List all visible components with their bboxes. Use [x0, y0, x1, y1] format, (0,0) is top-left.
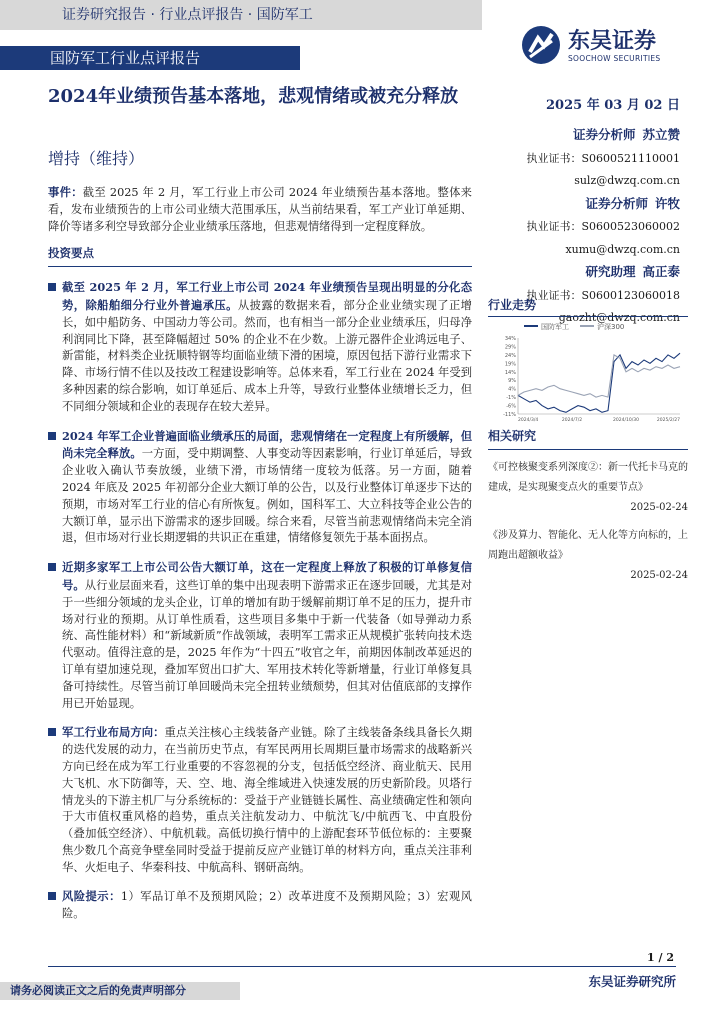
report-category: 国防军工行业点评报告 [0, 46, 300, 70]
key-point [48, 279, 472, 415]
y-tick-label: -1% [506, 395, 516, 402]
soochow-logo-icon [520, 24, 562, 66]
x-tick-label: 2025/2/27 [656, 418, 680, 423]
related-title[interactable]: 《可控核聚变系列深度②：新一代托卡马克的建成，是实现聚变点火的重要节点》 [488, 462, 688, 493]
related-date: 2025-02-24 [630, 502, 688, 513]
legend-label: 沪深300 [597, 323, 625, 331]
key-point [48, 428, 472, 548]
chart-legend [524, 322, 624, 331]
y-tick-label: 24% [504, 352, 516, 359]
analyst-role: 研究助理 [585, 264, 636, 279]
key-point [48, 724, 472, 876]
point-heading: 近期多家军工上市公司公告大额订单，这在一定程度上释放了积极的订单修复信号。 [62, 560, 472, 592]
report-title: 2024年业绩预告基本落地，悲观情绪或被充分释放 [48, 86, 459, 107]
analyst-role: 证券分析师 [572, 127, 636, 142]
y-tick-label: -6% [506, 403, 516, 410]
point-text: 1）军品订单不及预期风险；2）改革进度不及预期风险；3）宏观风险。 [62, 890, 472, 921]
trend-chart-svg [488, 316, 688, 426]
point-heading: 军工行业布局方向： [62, 725, 165, 740]
y-tick-label: 29% [504, 344, 516, 351]
header-band [0, 0, 482, 70]
analyst-1 [470, 124, 680, 193]
analyst-cert: 执业证书：S0600521110001 [526, 151, 680, 165]
point-heading: 2024 年军工企业普遍面临业绩承压的局面，悲观情绪在一定程度上有所缓解，但尚未完全释放。 [62, 428, 472, 461]
logo-name: 东吴证券 [568, 29, 657, 54]
series-line [518, 353, 680, 412]
main-body [48, 184, 472, 923]
bullet-square-icon [48, 432, 56, 440]
section-title: 投资要点 [48, 245, 472, 267]
trend-heading: 行业走势 [488, 296, 688, 317]
bullet-square-icon [48, 563, 56, 571]
footer-firm: 东吴证券研究所 [588, 974, 676, 989]
y-tick-label: 9% [508, 378, 516, 385]
y-tick-label: 14% [504, 369, 516, 376]
event-label: 事件： [48, 185, 83, 199]
point-text: 从披露的数据来看，部分企业业绩实现了正增长，如中船防务、中国动力等公司。然而，也有相当一部分企业业绩承压，归母净利润同比下降，甚至降幅超过 50% 的企业不在少数。上游元器件企业鸿远电子、新雷能，材料类企业抚顺特钢等均面临业绩下滑的困境，原因包括下游行业需求下降、市场行情不佳以及技改工程建设影响等。总体来看，军工行业在 2024 年受到多种因素的综合影响，如订单延后、成本上升等，导致行业整体业绩增长乏力，但不同细分领域和企业的表现存在较大差异。 [62, 298, 472, 413]
analyst-email[interactable]: gaozht@dwzq.com.cn [558, 311, 680, 324]
analyst-email[interactable]: xumu@dwzq.com.cn [565, 242, 680, 256]
analyst-2 [470, 193, 680, 262]
y-tick-label: 19% [504, 361, 516, 368]
key-point [48, 888, 472, 923]
point-heading: 截至 2025 年 2 月，军工行业上市公司 2024 年业绩预告呈现出明显的分化态势，除船舶细分行业外普遍承压。 [62, 280, 472, 312]
event-text: 截至 2025 年 2 月，军工行业上市公司 2024 年业绩预告基本落地。整体来看，发布业绩预告的上市公司业绩大范围承压，从当前结果看，军工产业订单延期、降价等诸多利空导致部分企业业绩承压落地，但悲观情绪得到一定程度释放。 [48, 186, 472, 233]
page-number: 1 / 2 [647, 951, 674, 964]
analyst-role: 证券分析师 [585, 195, 648, 211]
x-tick-label: 2024/7/2 [561, 418, 583, 423]
related-research [488, 426, 688, 586]
y-tick-label: 4% [508, 386, 516, 393]
series-line [518, 355, 680, 397]
event-paragraph [48, 184, 472, 235]
analyst-name: 许牧 [654, 195, 680, 211]
x-tick-label: 2024/3/4 [518, 418, 539, 423]
analyst-cert: 执业证书：S0600123060018 [526, 288, 680, 302]
trend-chart [488, 316, 688, 426]
related-date: 2025-02-24 [630, 570, 688, 581]
footer-divider [48, 966, 676, 967]
legend-label: 国防军工 [541, 323, 569, 331]
analyst-name: 苏立赞 [642, 127, 680, 142]
related-item[interactable] [488, 526, 688, 586]
bullet-square-icon [48, 728, 56, 736]
point-heading: 风险提示： [62, 889, 121, 904]
company-logo [520, 24, 710, 68]
point-text: 从行业层面来看，这些订单的集中出现表明下游需求正在逐步回暖，尤其是对于一些细分领域的龙头企业，订单的增加有助于缓解前期订单不足的压力，提升市场对行业的预期。从订单性质看，这些项目多集中于新一代装备（如导弹动力系统、高性能材料）和“新域新质”作战领域，表明军工需求正从规模扩张转向技术迭代驱动。值得注意的是，2025 年作为“十四五”收官之年，前期因体制改革延迟的订单有望加速兑现，叠加军贸出口扩大、军用技术转化等新增量，行业订单修复具备可持续性。尽管当前订单回暖尚未完全扭转业绩颓势，但其对估值底部的支撑作用已开始显现。 [62, 578, 472, 710]
y-tick-label: 34% [504, 336, 516, 342]
bullet-square-icon [48, 283, 56, 291]
y-tick-label: -11% [503, 412, 516, 418]
analyst-cert: 执业证书：S0600523060002 [526, 220, 680, 233]
analyst-name: 高正泰 [642, 264, 680, 279]
point-text: 一方面，受中期调整、人事变动等因素影响，行业订单延后，导致企业收入确认节奏放缓，业绩下滑，市场情绪一度较为低落。另一方面，随着 2024 年底及 2025 年初部分企业大额订单的公告，以及行业整体订单逐步下达的预期，市场对军工行业的信心有所恢复。例如，国科军工、大立科技等企业公告的大额订单，显示出下游需求的逐步回暖。综合来看，尽管当前悲观情绪尚未完全消退，但市场对行业长期逻辑的共识正在重建，情绪修复领先于基本面拐点。 [62, 447, 472, 545]
bullet-square-icon [48, 892, 56, 900]
rating: 增持（维持） [48, 149, 145, 168]
key-point [48, 559, 472, 712]
related-item[interactable] [488, 458, 688, 518]
x-tick-label: 2024/10/30 [613, 418, 639, 423]
disclaimer-note[interactable]: 请务必阅读正文之后的免责声明部分 [0, 982, 240, 1000]
point-text: 重点关注核心主线装备产业链。除了主线装备条线具备长久期的迭代发展的动力，在当前历史节点，有军民两用长周期巨量市场需求的战略新兴方向已经在成为军工行业重要的不容忽视的分支，包括低空经济、商业航天、民用大飞机、水下防御等，天、空、地、海全维域进入快速发展的历史新阶段。贝塔行情龙头的下游主机厂与分系统标的：受益于产业链链长属性、高业绩确定性和领向于大市值权重风格的趋势，重点关注航发动力、中航沈飞/中航西飞、中直股份（叠加低空经济）、中航机载。高低切换行情中的上游配套环节低位标的：主要聚焦少数几个高竞争壁垒同时受益于提前反应产业链订单的材料方向，重点关注菲利华、火炬电子、华秦科技、中航高科、钢研高纳。 [62, 726, 472, 874]
report-date: 2025 年 03 月 02 日 [546, 98, 680, 113]
logo-english: SOOCHOW SECURITIES [568, 54, 661, 63]
breadcrumb: 证券研究报告 · 行业点评报告 · 国防军工 [0, 0, 482, 30]
related-title[interactable]: 《涉及算力、智能化、无人化等方向标的，上周跑出超额收益》 [488, 530, 688, 561]
related-heading: 相关研究 [488, 426, 688, 450]
analyst-email[interactable]: sulz@dwzq.com.cn [574, 174, 680, 187]
